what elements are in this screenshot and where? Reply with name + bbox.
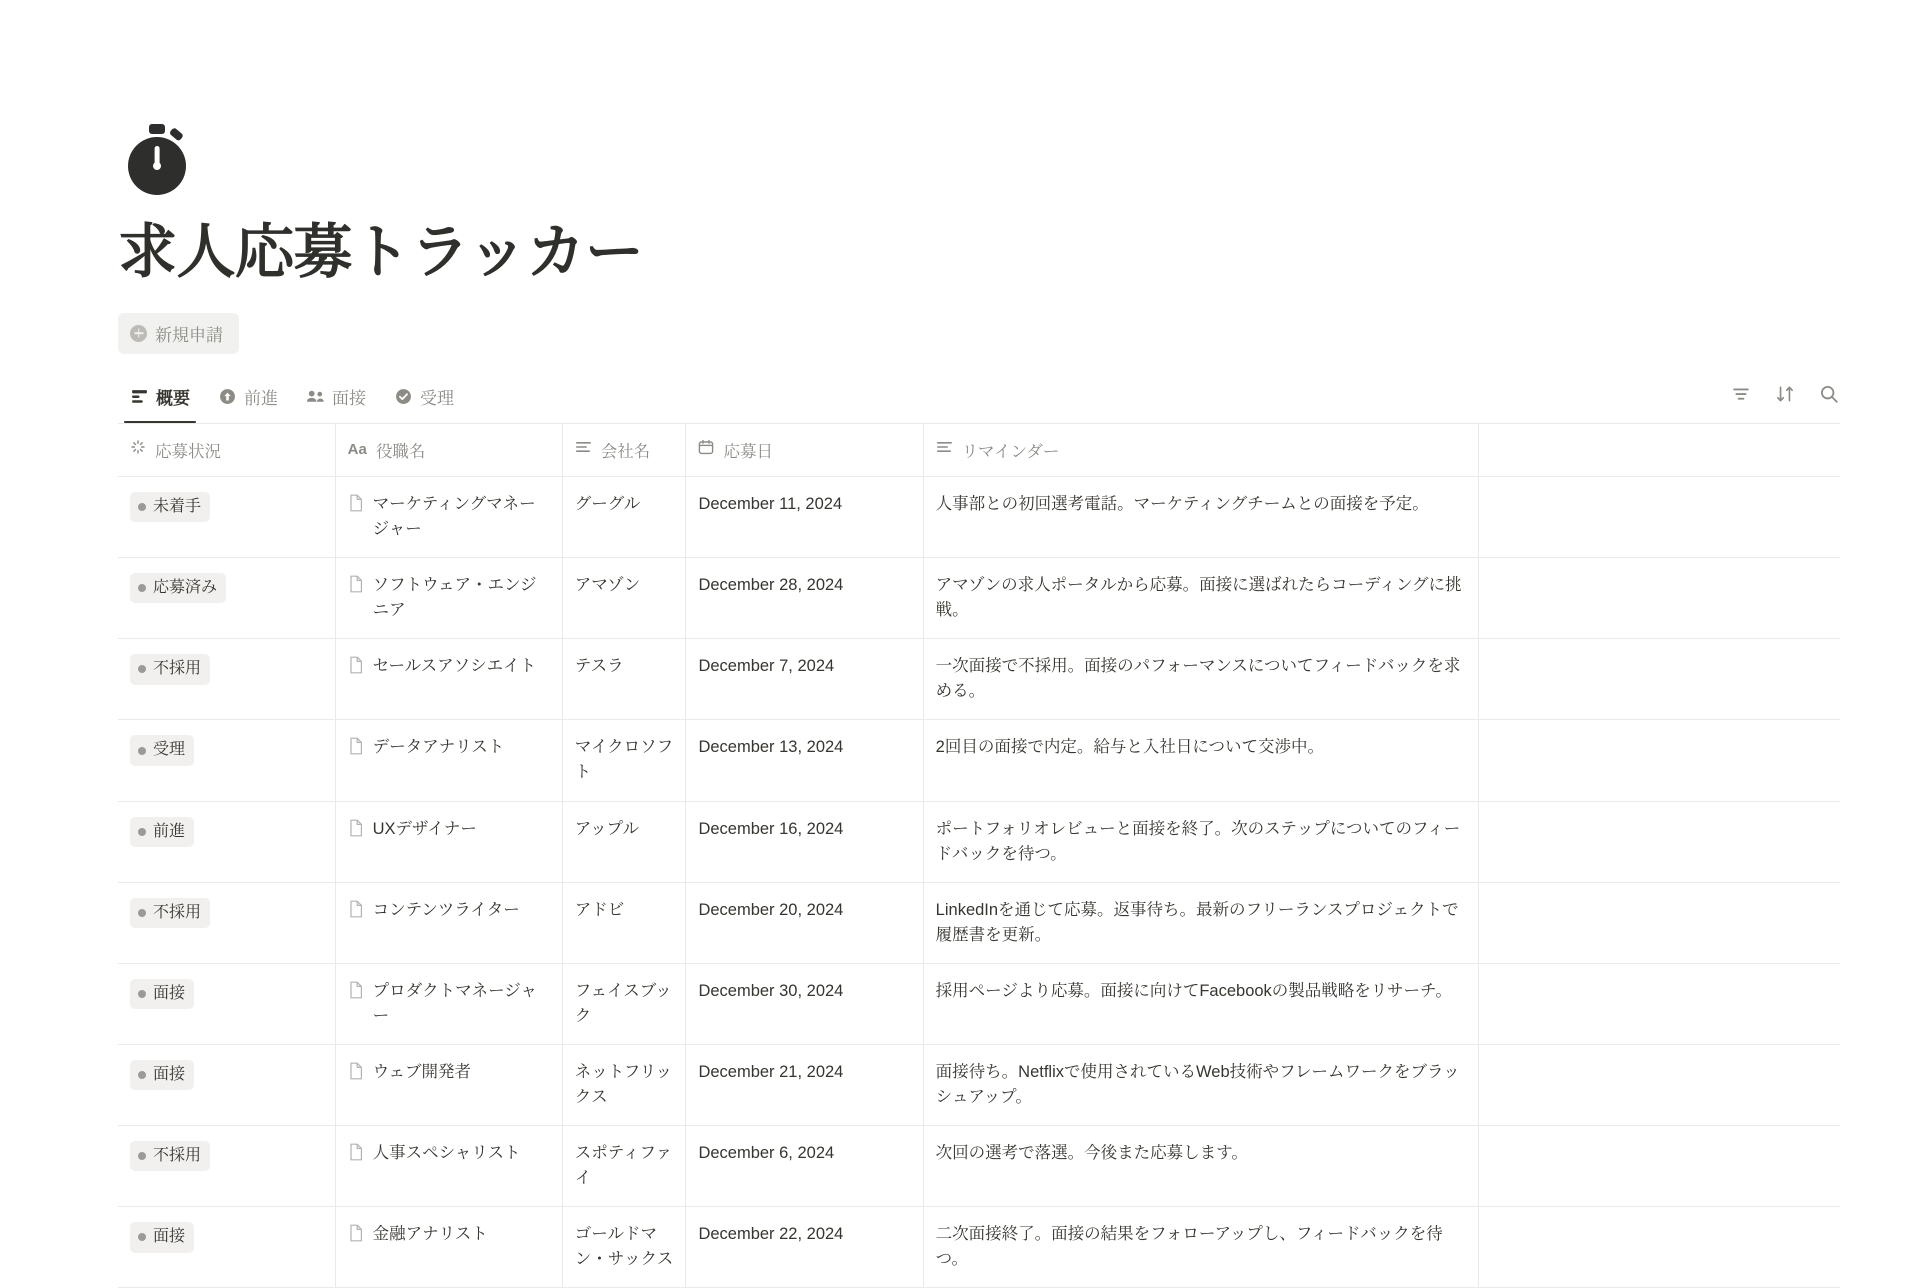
reminder-label: 二次面接終了。面接の結果をフォローアップし、フィードバックを待つ。: [935, 1225, 1443, 1269]
table-row[interactable]: [118, 558, 1840, 639]
status-badge: [130, 735, 194, 765]
status-dot-icon: [138, 1233, 146, 1241]
status-dot-icon: [138, 665, 146, 673]
cell-date[interactable]: [686, 882, 923, 963]
tab-accepted-label: 受理: [420, 388, 454, 408]
page-doc-icon: [348, 654, 364, 682]
page-doc-icon: [348, 1222, 364, 1250]
column-header-reminder[interactable]: [923, 424, 1478, 477]
date-label: December 28, 2024: [698, 576, 844, 595]
cell-status[interactable]: [118, 963, 335, 1044]
cell-empty: [1478, 801, 1840, 882]
reminder-label: アマゾンの求人ポータルから応募。面接に選ばれたらコーディングに挑戦。: [935, 576, 1462, 620]
page-doc-icon: [348, 979, 364, 1007]
cell-company[interactable]: [562, 1044, 686, 1125]
table-row[interactable]: [118, 882, 1840, 963]
reminder-label: 採用ページより応募。面接に向けてFacebookの製品戦略をリサーチ。: [935, 981, 1452, 1000]
status-dot-icon: [138, 990, 146, 998]
column-header-role-label: 役職名: [375, 442, 426, 461]
tab-advance[interactable]: [206, 376, 290, 423]
status-dot-icon: [138, 584, 146, 592]
cell-status[interactable]: [118, 1044, 335, 1125]
company-label: ゴールドマン・サックス: [574, 1225, 674, 1269]
search-icon[interactable]: [1818, 383, 1840, 405]
cell-role[interactable]: [335, 963, 562, 1044]
status-badge: [130, 654, 210, 684]
cell-company[interactable]: [562, 963, 686, 1044]
filter-icon[interactable]: [1730, 383, 1752, 405]
role-label: ウェブ開発者: [372, 1062, 471, 1081]
company-label: アドビ: [574, 900, 625, 919]
cell-company[interactable]: [562, 801, 686, 882]
cell-reminder[interactable]: [923, 882, 1478, 963]
role-label: マーケティングマネージャー: [372, 494, 536, 538]
status-badge: [130, 492, 210, 522]
cell-status[interactable]: [118, 720, 335, 801]
status-label: 不採用: [153, 660, 202, 678]
status-label: 未着手: [153, 497, 202, 515]
cell-empty: [1478, 639, 1840, 720]
status-label: 応募済み: [153, 579, 218, 597]
page-doc-icon: [348, 492, 364, 520]
cell-empty: [1478, 1207, 1840, 1288]
cell-date[interactable]: [686, 1126, 923, 1207]
cell-date[interactable]: [686, 720, 923, 801]
page-content: [118, 0, 1840, 1288]
calendar-icon: [698, 439, 714, 460]
new-application-label: 新規申請: [155, 325, 223, 345]
cell-status[interactable]: [118, 558, 335, 639]
status-badge: [130, 898, 210, 928]
column-header-company[interactable]: [562, 424, 686, 477]
table-body: [118, 476, 1840, 1288]
status-label: 不採用: [153, 1147, 202, 1165]
cell-reminder[interactable]: [923, 1044, 1478, 1125]
cell-status[interactable]: [118, 801, 335, 882]
cell-company[interactable]: [562, 882, 686, 963]
reminder-label: ポートフォリオレビューと面接を終了。次のステップについてのフィードバックを待つ。: [935, 819, 1461, 863]
company-label: フェイスブック: [574, 981, 672, 1025]
cell-empty: [1478, 558, 1840, 639]
cell-date[interactable]: [686, 1207, 923, 1288]
status-dot-icon: [138, 747, 146, 755]
status-dot-icon: [138, 1071, 146, 1079]
cell-empty: [1478, 1126, 1840, 1207]
new-application-row: [118, 313, 1840, 354]
table-header-row: [118, 424, 1840, 477]
cell-company[interactable]: [562, 720, 686, 801]
tab-advance-label: 前進: [244, 388, 278, 408]
cell-reminder[interactable]: [923, 1126, 1478, 1207]
status-badge: [130, 817, 194, 847]
cell-date[interactable]: [686, 963, 923, 1044]
status-label: 面接: [153, 984, 186, 1002]
cell-role[interactable]: [335, 801, 562, 882]
cell-role[interactable]: [335, 720, 562, 801]
cell-role[interactable]: [335, 1207, 562, 1288]
role-label: UXデザイナー: [372, 819, 477, 838]
cell-empty: [1478, 1044, 1840, 1125]
table-row[interactable]: [118, 639, 1840, 720]
cell-reminder[interactable]: [923, 720, 1478, 801]
reminder-label: 人事部との初回選考電話。マーケティングチームとの面接を予定。: [935, 494, 1429, 513]
column-header-reminder-label: リマインダー: [961, 442, 1060, 461]
cell-date[interactable]: [686, 558, 923, 639]
title-icon: Aa: [347, 441, 367, 459]
status-label: 不採用: [153, 903, 202, 921]
status-label: 面接: [153, 1065, 186, 1083]
cell-reminder[interactable]: [923, 639, 1478, 720]
tab-interview-label: 面接: [332, 388, 366, 408]
column-header-status[interactable]: [118, 424, 335, 477]
check-circle-icon: [394, 387, 412, 405]
reminder-label: 一次面接で不採用。面接のパフォーマンスについてフィードバックを求める。: [935, 657, 1461, 701]
date-label: December 16, 2024: [698, 819, 844, 838]
cell-company[interactable]: [562, 476, 686, 557]
column-header-date-label: 応募日: [723, 442, 773, 461]
page-doc-icon: [348, 1141, 364, 1169]
cell-company[interactable]: [562, 558, 686, 639]
tab-accepted[interactable]: [382, 376, 466, 423]
view-tabs: [118, 376, 466, 423]
tab-interview[interactable]: [294, 376, 378, 423]
text-icon: [936, 440, 953, 459]
cell-role[interactable]: [335, 476, 562, 557]
cell-role[interactable]: [335, 1126, 562, 1207]
cell-reminder[interactable]: [923, 1207, 1478, 1288]
page-doc-icon: [348, 573, 364, 601]
status-dot-icon: [138, 503, 146, 511]
page-doc-icon: [348, 1060, 364, 1088]
date-label: December 6, 2024: [698, 1144, 835, 1163]
column-header-date[interactable]: [686, 424, 923, 477]
table-row[interactable]: [118, 720, 1840, 801]
cell-role[interactable]: [335, 882, 562, 963]
cell-company[interactable]: [562, 1126, 686, 1207]
cell-date[interactable]: [686, 476, 923, 557]
tab-overview[interactable]: [118, 376, 202, 423]
date-label: December 21, 2024: [698, 1062, 844, 1081]
reminder-label: LinkedInを通じて応募。返事待ち。最新のフリーランスプロジェクトで履歴書を更新。: [935, 900, 1459, 944]
date-label: December 20, 2024: [698, 900, 844, 919]
cell-reminder[interactable]: [923, 476, 1478, 557]
sort-icon[interactable]: [1774, 383, 1796, 405]
cell-date[interactable]: [686, 1044, 923, 1125]
status-badge: [130, 573, 226, 603]
cell-reminder[interactable]: [923, 963, 1478, 1044]
cell-status[interactable]: [118, 639, 335, 720]
status-dot-icon: [138, 909, 146, 917]
date-label: December 22, 2024: [698, 1225, 844, 1244]
page-doc-icon: [348, 817, 364, 845]
status-badge: [130, 1222, 194, 1252]
role-label: データアナリスト: [372, 738, 505, 757]
status-dot-icon: [138, 828, 146, 836]
status-label: 面接: [153, 1228, 186, 1246]
date-label: December 13, 2024: [698, 738, 844, 757]
column-header-status-label: 応募状況: [155, 442, 221, 461]
table-row[interactable]: [118, 1126, 1840, 1207]
cell-empty: [1478, 882, 1840, 963]
date-label: December 7, 2024: [698, 657, 835, 676]
cell-role[interactable]: [335, 1044, 562, 1125]
table-row[interactable]: [118, 963, 1840, 1044]
role-label: 金融アナリスト: [372, 1225, 488, 1244]
cell-empty: [1478, 963, 1840, 1044]
cell-date[interactable]: [686, 639, 923, 720]
page-doc-icon: [348, 898, 364, 926]
new-application-button[interactable]: [118, 313, 239, 354]
status-badge: [130, 1141, 210, 1171]
people-icon: [306, 387, 324, 405]
date-label: December 30, 2024: [698, 981, 844, 1000]
arrow-up-circle-icon: [218, 387, 236, 405]
cell-date[interactable]: [686, 801, 923, 882]
view-tabbar: [118, 376, 1840, 424]
reminder-label: 次回の選考で落選。今後また応募します。: [935, 1144, 1248, 1163]
status-badge: [130, 979, 194, 1009]
table-row[interactable]: [118, 1044, 1840, 1125]
status-badge: [130, 1060, 194, 1090]
company-label: テスラ: [574, 657, 624, 676]
table-row[interactable]: [118, 1207, 1840, 1288]
company-label: ネットフリックス: [574, 1062, 672, 1107]
cell-empty: [1478, 720, 1840, 801]
text-icon: [575, 440, 592, 459]
page-doc-icon: [348, 735, 364, 763]
date-label: December 11, 2024: [698, 494, 843, 513]
applications-table: [118, 424, 1840, 1288]
cell-status[interactable]: [118, 882, 335, 963]
column-header-company-label: 会社名: [600, 442, 651, 461]
column-header-role[interactable]: [335, 424, 562, 477]
cell-status[interactable]: [118, 476, 335, 557]
company-label: アマゾン: [574, 576, 641, 595]
column-header-add[interactable]: [1478, 424, 1840, 477]
select-icon: [130, 439, 146, 460]
company-label: スポティファイ: [574, 1144, 673, 1188]
role-label: コンテンツライター: [372, 900, 520, 919]
reminder-label: 面接待ち。Netflixで使用されているWeb技術やフレームワークをブラッシュアップ。: [935, 1062, 1460, 1107]
table-row[interactable]: [118, 476, 1840, 557]
cell-empty: [1478, 476, 1840, 557]
page-title: 求人応募トラッカー: [118, 219, 644, 285]
role-label: セールスアソシエイト: [372, 657, 537, 676]
cell-company[interactable]: [562, 1207, 686, 1288]
tab-overview-label: 概要: [156, 388, 190, 408]
cell-reminder[interactable]: [923, 801, 1478, 882]
plus-icon: [130, 325, 147, 342]
cell-company[interactable]: [562, 639, 686, 720]
status-dot-icon: [138, 1152, 146, 1160]
company-label: マイクロソフト: [574, 738, 674, 782]
stopwatch-icon: [118, 120, 196, 198]
table-row[interactable]: [118, 801, 1840, 882]
view-tools: [1730, 383, 1840, 415]
layout-icon: [130, 387, 148, 405]
role-label: プロダクトマネージャー: [372, 981, 537, 1025]
role-label: ソフトウェア・エンジニア: [372, 576, 537, 620]
role-label: 人事スペシャリスト: [372, 1144, 521, 1163]
status-label: 前進: [153, 822, 186, 840]
cell-role[interactable]: [335, 639, 562, 720]
cell-status[interactable]: [118, 1207, 335, 1288]
cell-reminder[interactable]: [923, 558, 1478, 639]
status-label: 受理: [153, 741, 186, 759]
company-label: グーグル: [574, 494, 641, 513]
cell-role[interactable]: [335, 558, 562, 639]
cell-status[interactable]: [118, 1126, 335, 1207]
reminder-label: 2回目の面接で内定。給与と入社日について交渉中。: [935, 738, 1325, 757]
company-label: アップル: [574, 819, 639, 838]
